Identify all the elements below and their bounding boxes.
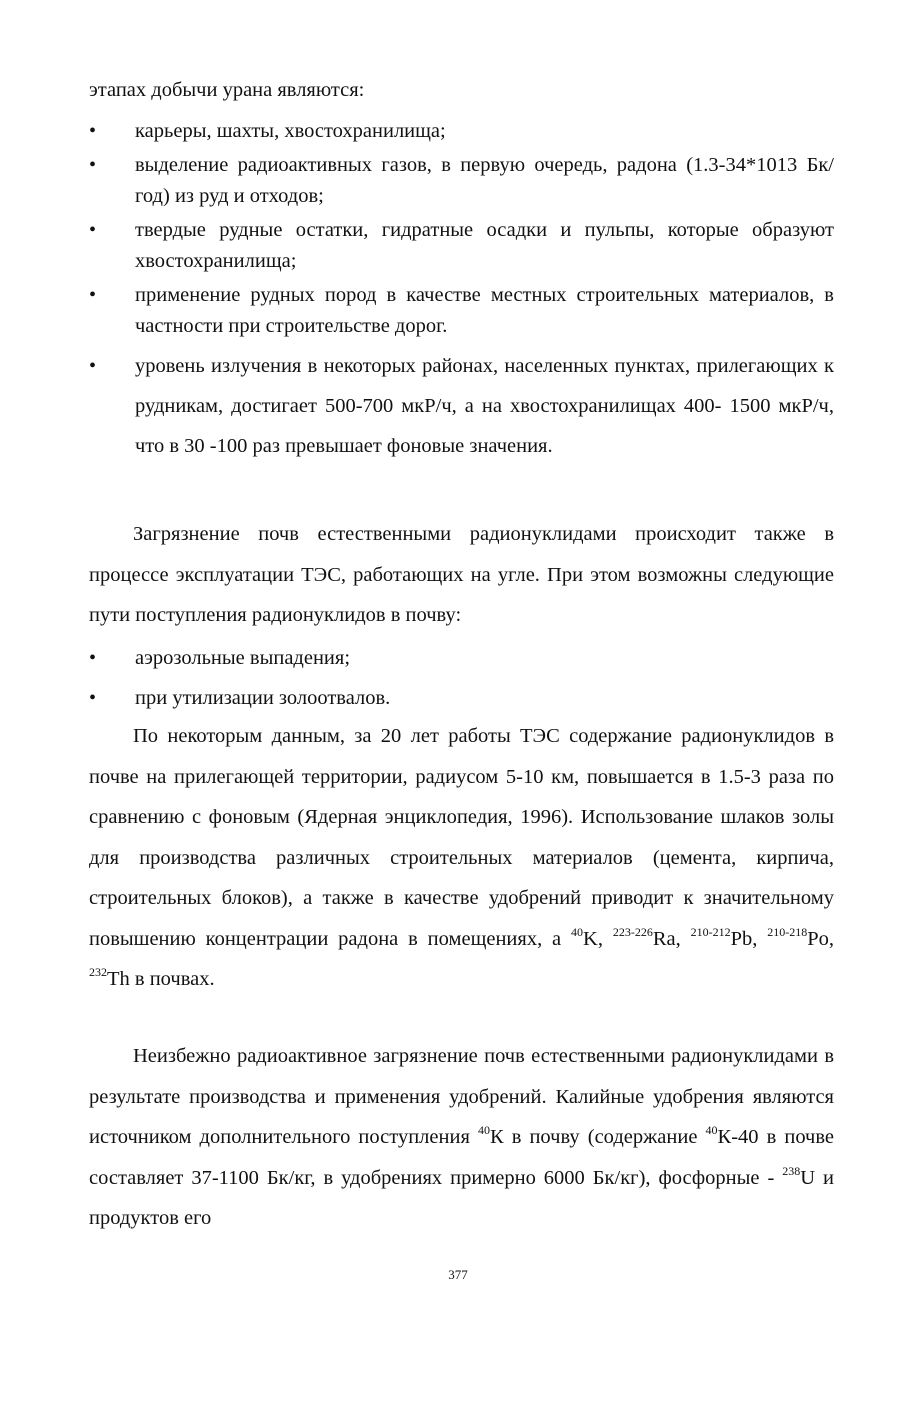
- list-item: [89, 150, 834, 212]
- isotope-symbol: Pb,: [730, 927, 758, 950]
- list-item: [89, 638, 834, 678]
- bullet-icon: •: [89, 219, 97, 241]
- list-item-text: карьеры, шахты, хвостохранилища;: [135, 120, 446, 142]
- isotope-symbol: Po,: [807, 927, 835, 950]
- list-item-text: выделение радиоактивных газов, в первую очередь, радона (1.3-34*1013 Бк/год) из руд и отходов;: [135, 154, 834, 207]
- list-item-text: при утилизации золоотвалов.: [135, 687, 391, 709]
- list-item-text: применение рудных пород в качестве местных строительных материалов, в частности при строительстве дорог.: [135, 284, 834, 337]
- radionuclide-pathways-list: [89, 638, 834, 718]
- isotope-mass-number: 40: [705, 1123, 718, 1137]
- paragraph-text: Неизбежно радиоактивное загрязнение почв естественными радионуклидами в результате производства и применения удобрений. Калийные удобрения являются источником дополнительного поступления: [89, 1045, 834, 1148]
- isotope-mass-number: 232: [89, 965, 107, 979]
- isotope-mass-number: 238: [782, 1163, 801, 1178]
- isotope-mass-number: 40: [571, 924, 584, 939]
- list-item: [89, 678, 834, 718]
- isotope-symbol: Th: [107, 968, 130, 990]
- isotope-mass-number: 40: [477, 1123, 490, 1137]
- paragraph-text: По некоторым данным, за 20 лет работы ТЭС содержание радионуклидов в почве на прилегающей территории, радиусом 5-10 км, повышается в 1.5-3 раза по сравнению с фоновым (Ядерная энциклопедия, 1996). Использование шлаков золы для производства различных строительных материалов (цемента, кирпича, строительных блоков), а также в качестве удобрений приводит к значительному повышению концентрации радона в помещениях, а: [89, 725, 834, 950]
- uranium-mining-sources-list: [89, 116, 834, 469]
- list-item-text: аэрозольные выпадения;: [135, 647, 351, 669]
- paragraph-fertilizers: [89, 1036, 834, 1239]
- bullet-icon: •: [89, 647, 97, 669]
- isotope-mass-number: 210-218: [767, 924, 808, 939]
- paragraph-tail: в почвах.: [129, 968, 215, 990]
- paragraph-tes-pollution: Загрязнение почв естественными радионуклидами происходит также в процессе эксплуатации ТЭС, работающих на угле. При этом возможны следующие пути поступления радионуклидов в почву:: [89, 523, 834, 626]
- isotope-mass-number: 210-212: [690, 924, 731, 939]
- list-item-text: уровень излучения в некоторых районах, населенных пунктах, прилегающих к рудникам, достигает 500-700 мкР/ч, а на хвостохранилищах 400- 1500 мкР/ч, что в 30 -100 раз превышает фоновые значения.: [135, 355, 834, 457]
- bullet-icon: •: [89, 687, 97, 709]
- intro-line: этапах добычи урана являются:: [89, 79, 365, 101]
- list-item-text: твердые рудные остатки, гидратные осадки и пульпы, которые образуют хвостохранилища;: [135, 219, 834, 272]
- bullet-icon: •: [89, 154, 97, 176]
- paragraph-tes-data: [89, 716, 834, 1000]
- bullet-icon: •: [89, 355, 97, 377]
- list-item: [89, 346, 834, 466]
- list-item: [89, 280, 834, 342]
- list-item: [89, 215, 834, 277]
- page-number: 377: [448, 1267, 468, 1282]
- bullet-icon: •: [89, 284, 97, 306]
- paragraph-text: U и продуктов его: [89, 1166, 835, 1229]
- paragraph-text: К-40 в почве составляет 37-1100 Бк/кг, в удобрениях примерно 6000 Бк/кг), фосфорные -: [89, 1126, 835, 1189]
- isotope-symbol: Ra,: [652, 927, 681, 950]
- isotope-symbol: K,: [583, 927, 603, 950]
- list-item: [89, 116, 834, 147]
- paragraph-text: К в почву (содержание: [489, 1126, 706, 1148]
- bullet-icon: •: [89, 120, 97, 142]
- isotope-mass-number: 223-226: [612, 924, 653, 939]
